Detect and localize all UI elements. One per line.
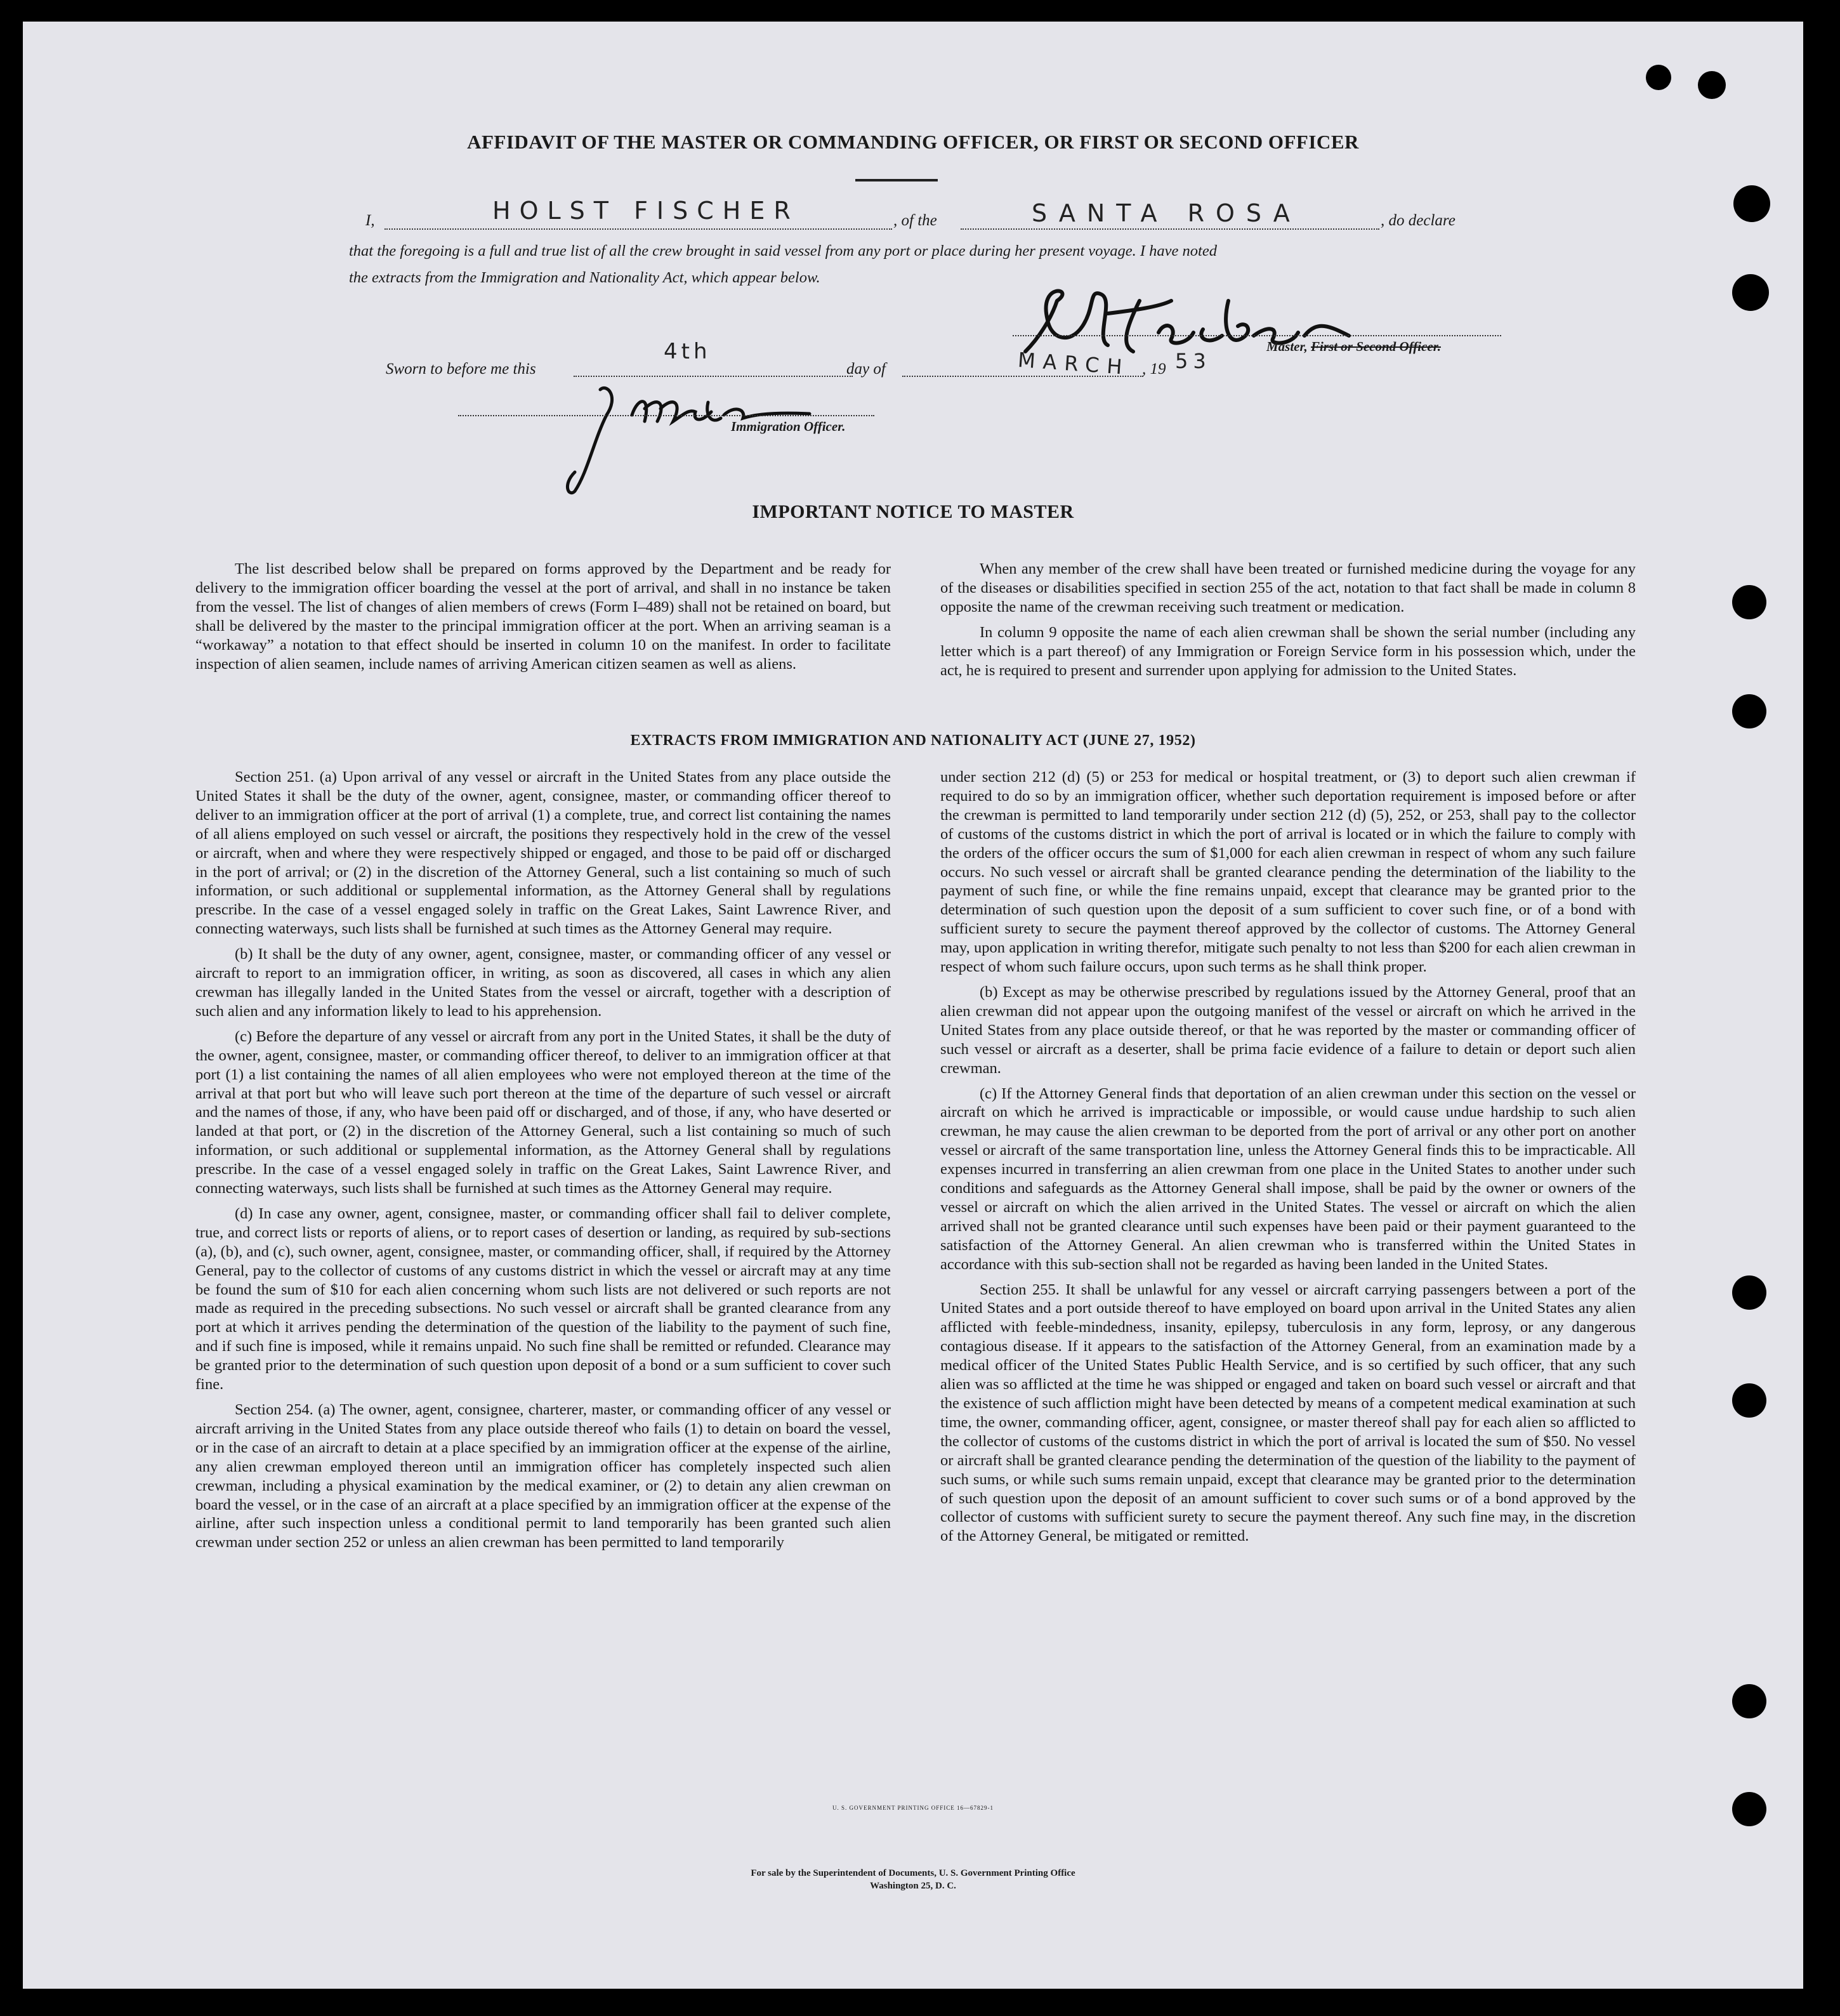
sworn-month-value: MARCH <box>1016 347 1131 380</box>
extract-paragraph: (d) In case any owner, agent, consignee, master, or commanding officer shall fail to deliver complete, true, and correct lists or reports of aliens, or to report cases of desertion or landing, as required by sub-sections (a), (b), and (c), such owner, agent, consignee, master, or commanding officer, shall, if required by the Attorney General, pay to the collector of customs of any customs district in which the vessel or aircraft may at any time be found the sum of $10 for each alien concerning whom such lists are not delivered or such reports are not made as required in the preceding subsections. No such vessel or aircraft shall be granted clearance from any port at which it arrives pending the determination of the question of the liability to the payment of such fine, and if such fine is imposed, while it remains unpaid. No such fine shall be remitted or refunded. Clearance may be granted prior to the determination of such question upon deposit of a bond or a sum sufficient to cover such fine. <box>195 1204 891 1393</box>
vessel-name-line <box>961 228 1379 230</box>
title-rule <box>855 179 938 181</box>
notice-right-column <box>940 560 1636 680</box>
year-prefix: , 19 <box>1142 360 1166 378</box>
sale-line-2: Washington 25, D. C. <box>870 1881 956 1891</box>
extract-paragraph: Section 254. (a) The owner, agent, consignee, charterer, master, or commanding officer of any vessel or aircraft arriving in the United States from any place outside thereof who fails (1) to detain on board the vessel, or in the case of an aircraft to detain at a place specified by an immigration officer at the expense of the airline, any alien crewman employed thereon until an immigration officer has completely inspected such alien crewman, including a physical examination by the medical examiner, or (2) to detain any alien crewman on board the vessel, or in the case of an aircraft at a place specified by an immigration officer at the expense of the airline, after such inspection unless a conditional permit to land temporarily has been granted such alien crewman under section 252 or unless an alien crewman has been permitted to land temporarily <box>195 1401 891 1552</box>
extracts-left-column <box>195 768 891 1552</box>
master-name-value: HOLST FISCHER <box>492 197 799 225</box>
sworn-day-value: 4th <box>664 339 711 364</box>
notice-right-paragraph-2: In column 9 opposite the name of each alien crewman shall be shown the serial number (including any letter which is a part thereof) of any Immigration or Foreign Service form in his possession which, under the act, he is required to present and surrender upon applying for admission to the United States. <box>940 623 1636 679</box>
extract-paragraph: (b) Except as may be otherwise prescribed by regulations issued by the Attorney General, proof that an alien crewman did not appear upon the outgoing manifest of the vessel or aircraft on which he arrived in the United States from any place outside thereof, or that he was reported by the master or commanding officer of such vessel or aircraft as a deserter, shall be prima facie evidence of a failure to detain or deport such alien crewman. <box>940 983 1636 1077</box>
struck-officer-label: First or Second Officer. <box>1311 339 1441 354</box>
master-label <box>1266 339 1441 355</box>
master-name-line <box>384 228 892 230</box>
vessel-name-value: SANTA ROSA <box>1032 199 1301 227</box>
extract-paragraph: Section 251. (a) Upon arrival of any vessel or aircraft in the United States from any place outside the United States it shall be the duty of the owner, agent, consignee, master, or commanding officer thereof to deliver to an immigration officer at the port of arrival (1) a complete, true, and correct list containing the names of all aliens employed on such vessel or aircraft, the positions they respectively hold in the crew of the vessel or aircraft, when and where they were respectively shipped or engaged, and those to be paid off or discharged in the port of arrival; or (2) in the discretion of the Attorney General, such a list containing so much of such information, or such additional or supplemental information, as the Attorney General shall by regulations prescribe. In the case of a vessel engaged solely in traffic on the Great Lakes, Saint Lawrence River, and connecting waterways, such lists shall be furnished at such times as the Attorney General may require. <box>195 768 891 938</box>
extracts-title: EXTRACTS FROM IMMIGRATION AND NATIONALITY ACT (JUNE 27, 1952) <box>630 732 1196 749</box>
i-label: I, <box>365 212 375 229</box>
punch-hole <box>1732 1383 1766 1418</box>
notice-right-paragraph-1: When any member of the crew shall have been treated or furnished medicine during the voyage for any of the diseases or disabilities specified in section 255 of the act, notation to that fact shall be made in column 8 opposite the name of the crewman receiving such treatment or medication. <box>940 560 1636 616</box>
extract-paragraph: Section 255. It shall be unlawful for any vessel or aircraft carrying passengers between a port of the United States and a port outside thereof to have employed on board upon arrival in the United States any alien afflicted with feeble-mindedness, insanity, epilepsy, tuberculosis in any form, leprosy, or any dangerous contagious disease. If it appears to the satisfaction of the Attorney General, from an examination made by a medical officer of the United States Public Health Service, and is so certified by such officer, that any such alien was so afflicted at the time he was shipped or engaged and taken on board such vessel or aircraft and that the existence of such affliction might have been detected by means of a competent medical examination at such time, the owner, commanding officer, agent, consignee, or master thereof shall pay for each alien so afflicted to the collector of customs of the customs district in which the port of arrival is located the sum of $50. No vessel or aircraft shall be granted clearance pending the determination of the question of the liability to the payment of such sums, or while such sums remain unpaid, except that clearance may be granted prior to the determination of such question upon the deposit of an amount sufficient to cover such sums or of a bond approved by the collector of customs with sufficient surety to secure the payment thereof. Any such fine may, in the discretion of the Attorney General, be mitigated or remitted. <box>940 1281 1636 1545</box>
master-label-text: Master, <box>1266 339 1308 354</box>
extract-paragraph: (c) Before the departure of any vessel or aircraft from any port in the United States, it shall be the duty of the owner, agent, consignee, master, or commanding officer thereof, to deliver to an immigration officer at that port (1) a list containing the names of all alien employees who were not employed thereon at the time of the arrival at that port but who will leave such port thereon at the time of the departure of such vessel or aircraft and the names of those, if any, who have been paid off or discharged, and of those, if any, who have deserted or landed at that port, or (2) in the discretion of the Attorney General, such a list containing so much of such information, or such additional or supplemental information, as the Attorney General shall by regulations prescribe. In the case of a vessel engaged solely in traffic on the Great Lakes, Saint Lawrence River, and connecting waterways, such lists shall be furnished at such times as the Attorney General may require. <box>195 1027 891 1197</box>
notice-title: IMPORTANT NOTICE TO MASTER <box>752 501 1074 522</box>
affidavit-title: AFFIDAVIT OF THE MASTER OR COMMANDING OFFICER, OR FIRST OR SECOND OFFICER <box>467 131 1359 153</box>
punch-hole <box>1732 1275 1766 1310</box>
notice-left-paragraph: The list described below shall be prepared on forms approved by the Department and be ready for delivery to the immigration officer boarding the vessel at the port of arrival, and shall in no instance be taken from the vessel. The list of changes of alien members of crews (Form I–489) shall not be retained on board, but shall be delivered by the master to the principal immigration officer at the port. When an arriving seaman is a “workaway” a notation to that effect should be inserted in column 10 on the manifest. In order to facilitate inspection of alien seamen, include names of arriving American citizen seamen as well as aliens. <box>195 560 891 673</box>
sworn-label: Sworn to before me this <box>386 360 536 378</box>
extracts-right-column <box>940 768 1636 1546</box>
punch-hole <box>1732 1684 1766 1718</box>
punch-hole <box>1732 585 1766 619</box>
document-page <box>23 22 1803 1989</box>
officer-label: Immigration Officer. <box>731 419 846 434</box>
punch-hole <box>1732 694 1766 728</box>
sale-notice <box>23 1867 1803 1892</box>
day-of-label: day of <box>846 360 886 378</box>
extract-paragraph: (c) If the Attorney General finds that deportation of an alien crewman under this section on the vessel or aircraft on which he arrived is impracticable or impossible, or would cause undue hardship to such alien crewman, he may cause the alien crewman to be deported from the port of arrival or any other port on another vessel or aircraft of the same transportation line, unless the Attorney General finds this to be impracticable. All expenses incurred in transferring an alien crewman from one place in the United States to another under such conditions and safeguards as the Attorney General shall impose, shall be paid by the owner or owners of the vessel or aircraft on which the alien arrived in the United States. The vessel or aircraft on which the alien arrived shall not be granted clearance until such expenses have been paid or their payment guaranteed to the satisfaction of the Attorney General. An alien crewman who is transferred within the United States in accordance with this sub-section shall not be regarded as having been landed in the United States. <box>940 1084 1636 1273</box>
sale-line-1: For sale by the Superintendent of Documents, U. S. Government Printing Office <box>751 1868 1075 1878</box>
punch-hole <box>1698 71 1726 99</box>
punch-hole <box>1646 65 1671 90</box>
declaration-line-2: the extracts from the Immigration and Nationality Act, which appear below. <box>349 269 820 286</box>
extract-paragraph: (b) It shall be the duty of any owner, agent, consignee, master, or commanding officer of any vessel or aircraft to report to an immigration officer, in writing, as soon as discovered, all cases in which any alien crewman has illegally landed in the United States from the vessel or aircraft, together with a description of such alien and any information likely to lead to his apprehension. <box>195 945 891 1020</box>
notice-left-column <box>195 560 891 673</box>
officer-signature <box>562 377 854 504</box>
declaration-line-1: that the foregoing is a full and true list of all the crew brought in said vessel from any port or place during her present voyage. I have noted <box>349 242 1217 260</box>
officer-signature-line <box>458 415 874 416</box>
master-signature-line <box>1013 335 1501 336</box>
punch-hole <box>1733 185 1770 222</box>
extract-paragraph-continued: under section 212 (d) (5) or 253 for medical or hospital treatment, or (3) to deport such alien crewman if required to do so by an immigration officer, whether such deportation requirement is imposed before or after the crewman is permitted to land temporarily under section 212 (d) (5), 252, or 253, shall pay to the collector of customs of the customs district in which the port of arrival is located or in which the failure to comply with the orders of the officer occurs the sum of $1,000 for each alien crewman in respect of whom any such failure occurs. No such vessel or aircraft shall be granted clearance pending the determination of the liability to the payment of such fine, or while the fine remains unpaid, except that clearance may be granted prior to the determination of such question upon the deposit of a sum sufficient to cover such fine, or of a bond with sufficient surety to secure the payment thereof approved by the collector of customs. The Attorney General may, upon application in writing therefor, mitigate such penalty to not less than $200 for each alien crewman in respect of whom such failure occurs, upon such terms as he shall think proper. <box>940 768 1636 976</box>
printing-office-line: U. S. GOVERNMENT PRINTING OFFICE 16—67829-1 <box>832 1805 994 1811</box>
do-declare-label: , do declare <box>1381 212 1456 229</box>
year-suffix-value: 53 <box>1175 349 1211 373</box>
punch-hole <box>1732 274 1769 311</box>
of-the-label: , of the <box>893 212 937 229</box>
